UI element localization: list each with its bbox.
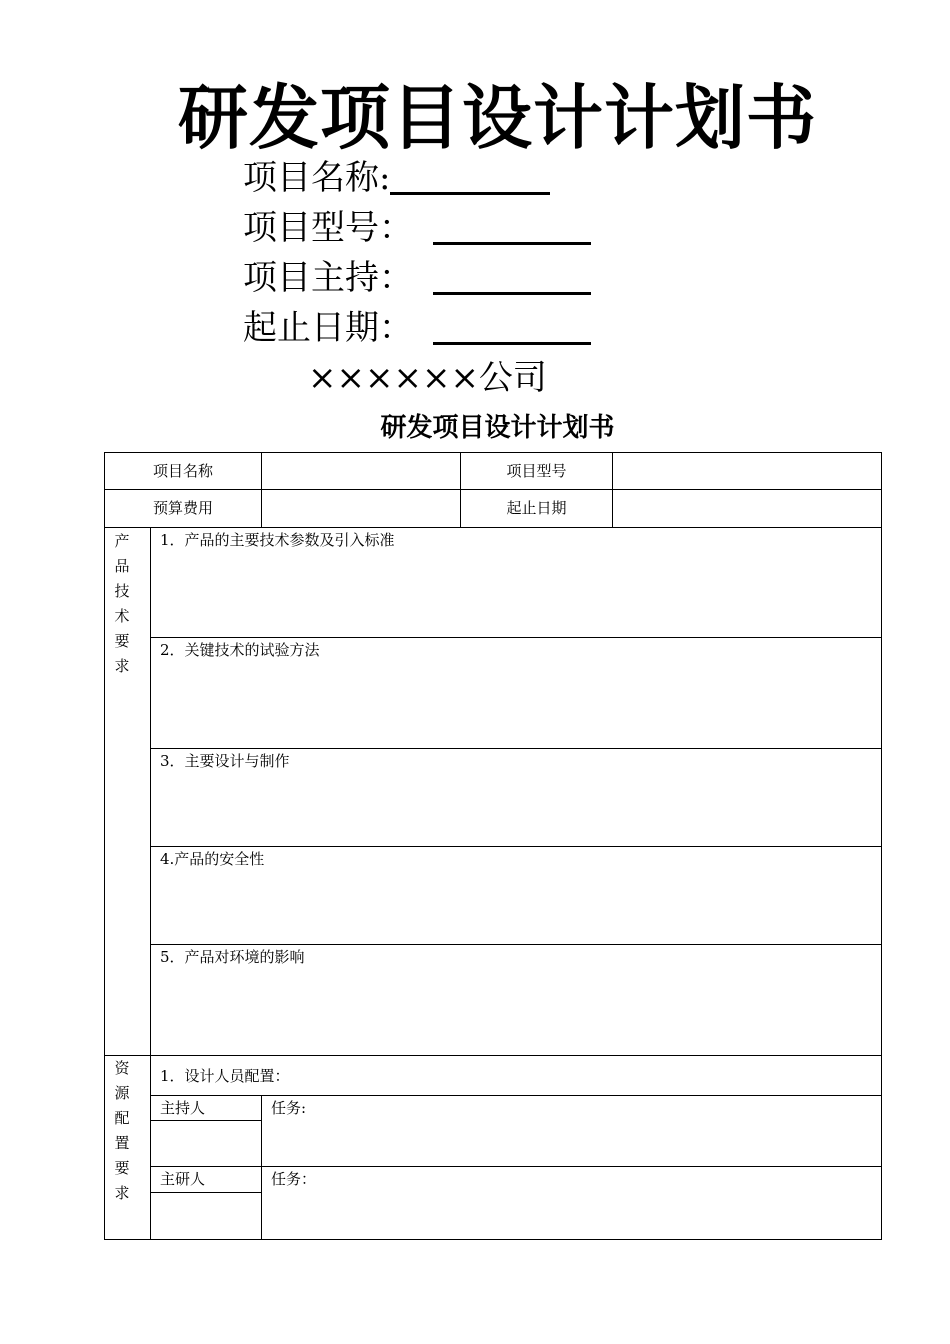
label-char: 资 — [114, 1059, 130, 1077]
staffing-label: 1．设计人员配置： — [160, 1067, 290, 1085]
blank-underline[interactable] — [433, 306, 591, 345]
section-label-tech-requirements — [112, 529, 132, 679]
label-char: 源 — [114, 1084, 130, 1102]
label-char: 品 — [114, 557, 130, 575]
label-char: 求 — [114, 657, 130, 675]
label-char: 求 — [114, 1184, 130, 1202]
row-divider — [105, 527, 881, 528]
cover-field-label: 项目型号： — [243, 208, 413, 248]
cover-field-date-range — [243, 306, 591, 350]
row-divider — [151, 637, 881, 638]
host-label: 主持人 — [160, 1099, 206, 1117]
label-project-name: 项目名称 — [152, 462, 213, 480]
label-date-range: 起止日期 — [506, 499, 567, 517]
tech-item-safety: 4.产品的安全性 — [160, 850, 265, 868]
project-model-value[interactable] — [613, 454, 881, 489]
cover-title: 研发项目设计计划书 — [178, 77, 817, 159]
tech-item-environment: 5．产品对环境的影响 — [160, 948, 305, 966]
label-char: 要 — [114, 1159, 130, 1177]
row-divider — [151, 748, 881, 749]
section-label-resource-requirements — [112, 1056, 132, 1206]
budget-value[interactable] — [262, 490, 460, 527]
label-char: 术 — [114, 607, 130, 625]
researcher-label: 主研人 — [160, 1170, 206, 1188]
label-char: 配 — [114, 1109, 130, 1127]
cover-field-label: 项目主持： — [243, 258, 413, 298]
tech-item-design-production: 3．主要设计与制作 — [160, 752, 290, 770]
blank-underline[interactable] — [433, 206, 591, 245]
form-title: 研发项目设计计划书 — [380, 413, 615, 443]
cover-field-label: 起止日期： — [243, 308, 413, 348]
cover-field-label: 项目名称: — [243, 158, 391, 198]
label-char: 产 — [114, 532, 130, 550]
date-range-value[interactable] — [613, 490, 881, 527]
host-task-label: 任务: — [271, 1099, 307, 1117]
label-char: 置 — [114, 1134, 130, 1152]
col-divider — [150, 527, 151, 1239]
tech-item-test-methods: 2．关键技术的试验方法 — [160, 641, 320, 659]
cover-field-project-name — [243, 156, 550, 200]
blank-underline[interactable] — [390, 156, 550, 195]
plan-form-table — [104, 452, 882, 1240]
row-divider — [151, 944, 881, 945]
project-name-value[interactable] — [262, 454, 460, 489]
label-budget: 预算费用 — [152, 499, 213, 517]
tech-item-parameters: 1．产品的主要技术参数及引入标准 — [160, 531, 395, 549]
label-char: 技 — [114, 582, 130, 600]
label-project-model: 项目型号 — [506, 462, 567, 480]
row-divider — [151, 1192, 262, 1193]
company-name: ××××××公司 — [308, 358, 547, 398]
row-divider — [151, 846, 881, 847]
col-divider — [261, 1095, 262, 1239]
researcher-task-label: 任务： — [271, 1170, 317, 1188]
row-divider — [151, 1120, 262, 1121]
cover-field-project-host — [243, 256, 591, 300]
cover-field-project-model — [243, 206, 591, 250]
row-divider — [105, 1055, 881, 1056]
blank-underline[interactable] — [433, 256, 591, 295]
label-char: 要 — [114, 632, 130, 650]
